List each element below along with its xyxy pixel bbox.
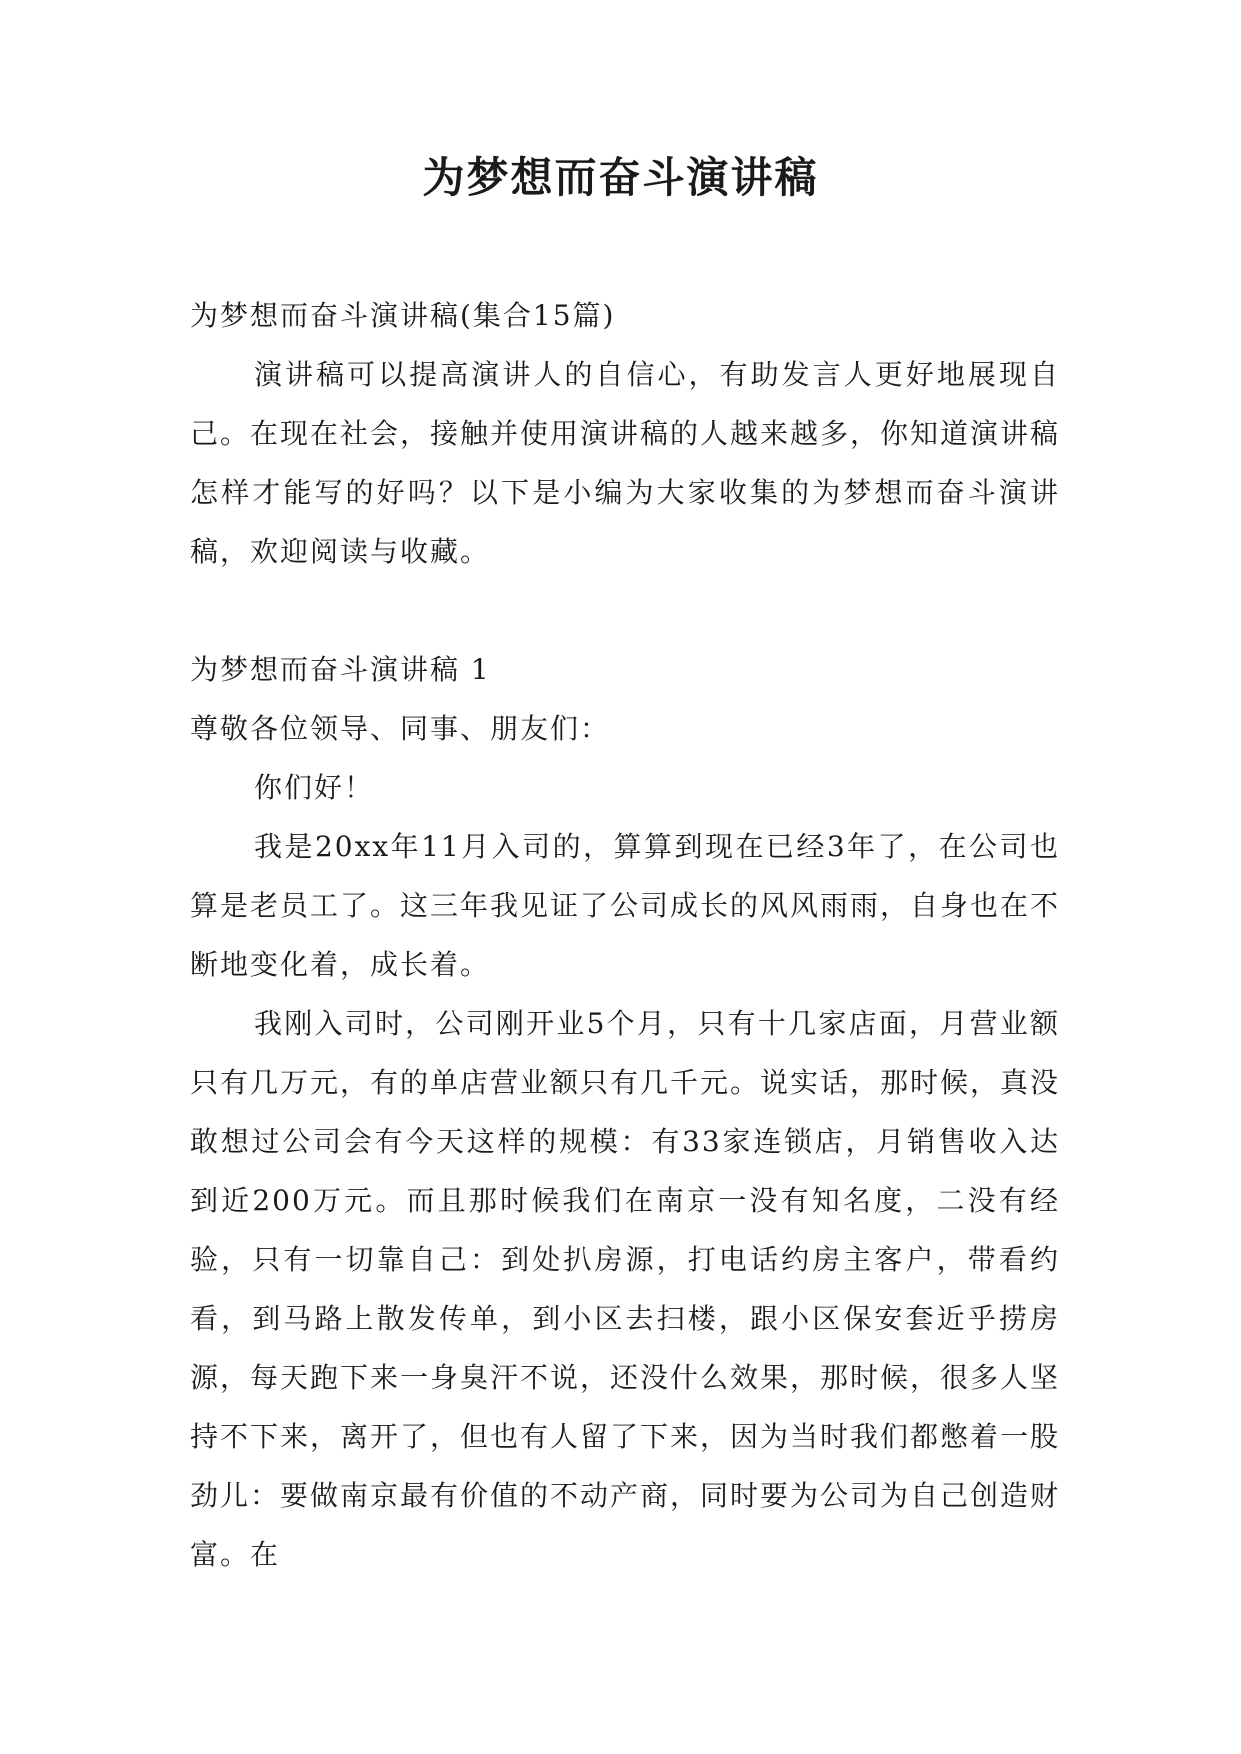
greeting: 你们好！	[254, 771, 375, 804]
body-paragraph: 我是20xx年11月入司的，算算到现在已经3年了，在公司也算是老员工了。这三年我见证了公司成长的风风雨雨，自身也在不断地变化着，成长着。	[190, 830, 1061, 981]
intro-paragraph: 演讲稿可以提高演讲人的自信心，有助发言人更好地展现自己。在现在社会，接触并使用演讲稿的人越来越多，你知道演讲稿怎样才能写的好吗？以下是小编为大家收集的为梦想而奋斗演讲稿，欢迎阅读与收藏。	[190, 358, 1061, 568]
document-title: 为梦想而奋斗演讲稿	[422, 153, 819, 202]
document-body	[190, 286, 1060, 1584]
section-heading: 为梦想而奋斗演讲稿 1	[190, 653, 491, 686]
salutation: 尊敬各位领导、同事、朋友们：	[190, 712, 611, 745]
section-spacer	[190, 581, 1060, 640]
collection-subtitle: 为梦想而奋斗演讲稿(集合15篇)	[190, 299, 616, 332]
body-paragraph: 我刚入司时，公司刚开业5个月，只有十几家店面，月营业额只有几万元，有的单店营业额只有几千元。说实话，那时候，真没敢想过公司会有今天这样的规模：有33家连锁店，月销售收入达到近200万元。而且那时候我们在南京一没有知名度，二没有经验，只有一切靠自己：到处扒房源，打电话约房主客户，带看约看，到马路上散发传单，到小区去扫楼，跟小区保安套近乎捞房源，每天跑下来一身臭汗不说，还没什么效果，那时候，很多人坚持不下来，离开了，但也有人留了下来，因为当时我们都憋着一股劲儿：要做南京最有价值的不动产商，同时要为公司为自己创造财富。在	[190, 1007, 1061, 1571]
